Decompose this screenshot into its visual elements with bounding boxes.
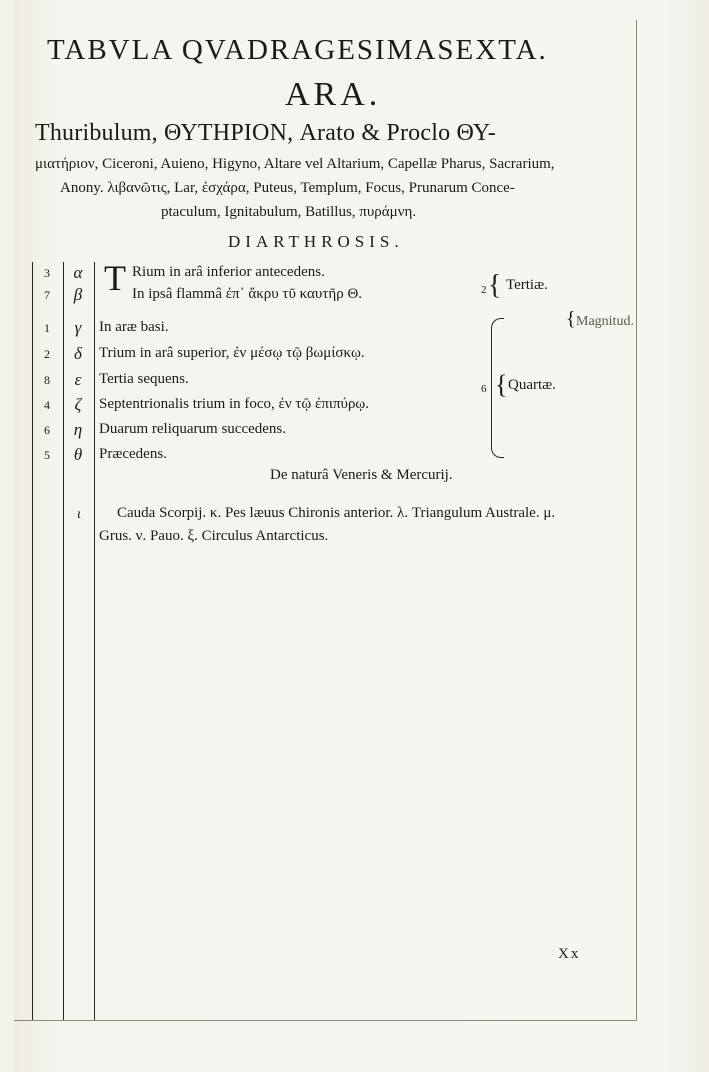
page-title: TABVLA QVADRAGESIMASEXTA.: [47, 34, 548, 66]
star-description: Præcedens.: [99, 446, 167, 462]
bayer-letter: α: [73, 263, 83, 282]
star-number: 2: [44, 347, 50, 361]
magnitud-label: Magnitud.: [576, 314, 634, 329]
tertiae-label: Tertiæ.: [506, 277, 548, 293]
star-description: In ipsâ flammâ ἐπ᾽ ἄκρυ τῦ καυτῆρ Θ.: [132, 286, 363, 302]
frame-bottom-rule: [14, 1020, 637, 1021]
star-number: 3: [44, 266, 50, 280]
star-number: 5: [44, 448, 50, 462]
quartae-count: 6: [481, 383, 487, 395]
frame-right-rule: [636, 20, 637, 1020]
star-number: 1: [44, 321, 50, 335]
signature-mark: Xx: [558, 946, 581, 962]
star-number: 8: [44, 373, 50, 387]
quartae-label: Quartæ.: [508, 377, 556, 393]
intro-line-4: ptaculum, Ignitabulum, Batillus, πυράμνη.: [161, 204, 417, 220]
star-description: Duarum reliquarum succedens.: [99, 421, 287, 437]
magnitud-brace: {: [566, 308, 576, 330]
quartae-brace: {: [495, 370, 508, 399]
star-description: Trium in arâ superior, ἐν μέσῳ τῷ βωμίσκῳ.: [99, 345, 365, 361]
intro-line-1: Thuribulum, ΘΥΤΗΡΙΟΝ, Arato & Proclo ΘΥ-: [35, 120, 496, 146]
star-description: In aræ basi.: [99, 319, 169, 335]
table-rule-middle: [63, 262, 64, 1020]
star-number: 4: [44, 398, 50, 412]
tertiae-brace: {: [488, 270, 502, 301]
section-heading: DIARTHROSIS.: [228, 232, 404, 251]
nature-note: De naturâ Veneris & Mercurij.: [270, 467, 453, 483]
star-number: 7: [44, 288, 50, 302]
bayer-letter: η: [73, 420, 83, 439]
constellation-name: ARA.: [285, 76, 382, 113]
star-number: 6: [44, 423, 50, 437]
unformed-stars-line-2: Grus. ν. Pauo. ξ. Circulus Antarcticus.: [99, 528, 329, 544]
bayer-letter: γ: [74, 318, 82, 337]
bayer-letter: ζ: [74, 395, 82, 414]
star-description: Rium in arâ inferior antecedens.: [132, 264, 325, 280]
bayer-letter: δ: [74, 344, 82, 363]
star-description: Septentrionalis trium in foco, ἐν τῷ ἐπιπύρῳ.: [99, 396, 370, 412]
tertiae-count: 2: [481, 284, 487, 296]
table-rule-left: [32, 262, 33, 1020]
table-rule-right: [94, 262, 95, 1020]
intro-line-3: Anony. λιβανῶτις, Lar, ἐσχάρα, Puteus, Templum, Focus, Prunarum Conce-: [60, 180, 515, 196]
bayer-letter: ε: [74, 370, 82, 389]
bayer-letter: β: [73, 285, 83, 304]
intro-line-2: μιατήριον, Ciceroni, Auieno, Higyno, Altare vel Altarium, Capellæ Pharus, Sacrarium,: [35, 156, 555, 172]
bayer-letter: θ: [73, 445, 83, 464]
unformed-stars-line-1: Cauda Scorpij. κ. Pes læuus Chironis anterior. λ. Triangulum Australe. μ.: [117, 505, 556, 521]
drop-cap: T: [104, 258, 126, 298]
iota-letter: ι: [77, 507, 81, 522]
star-description: Tertia sequens.: [99, 371, 189, 387]
